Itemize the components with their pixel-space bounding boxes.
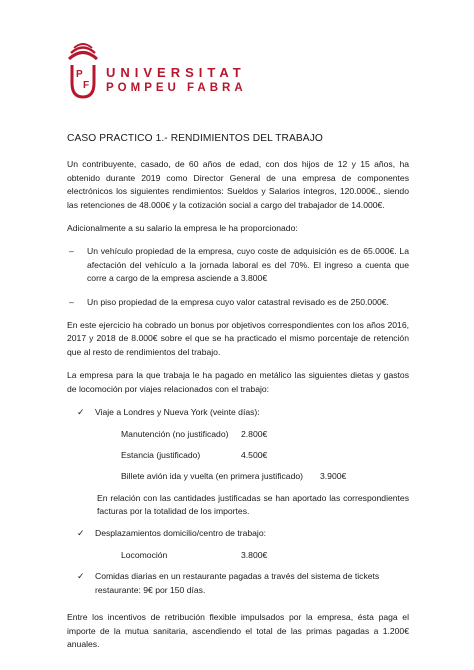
list-item [67,570,409,597]
expense-row [67,428,409,441]
upf-emblem-icon [66,43,100,103]
paragraph-additional: Adicionalmente a su salario la empresa le ha proporcionado: [67,223,298,234]
university-logo [66,43,366,103]
expense-row [67,470,409,483]
list-item-text: Desplazamientos domicilio/centro de trabajo: [95,528,267,539]
list-item-text: Un piso propiedad de la empresa cuyo valor catastral revisado es de 250.000€. [87,296,389,307]
svg-text:F: F [83,80,90,91]
expense-amount: 4.500€ [241,449,268,460]
meals-list [67,570,409,597]
paragraph-bonus: En este ejercicio ha cobrado un bonus por objetivos correspondientes con los años 2016, 2017 y 2018 de 8.000€ sobre el que se ha practicado el mismo porcentaje de retención que al resto de rendimientos del trabajo. [67,320,409,357]
expense-amount: 2.800€ [241,428,268,439]
expense-row [67,549,409,562]
logo-line-universitat: UNIVERSITAT [106,65,246,80]
document-body [67,132,409,661]
logo-line-pompeu-fabra: POMPEU FABRA [106,82,247,94]
paragraph-flexible-pay: Entre los incentivos de retribución flexible impulsados por la empresa, ésta paga el importe de la mutua sanitaria, ascendiendo el total de las primas pagadas a 1.200€ anuales. [67,612,409,649]
paragraph-intro: Un contribuyente, casado, de 60 años de edad, con dos hijos de 12 y 15 años, ha obtenido durante 2019 como Director General de una empresa de componentes electrónicos los siguientes rendimientos: Sueldos y Salarios íntegros, 120.000€., siendo las retenciones de 48.000€ y la cotización social a cargo del trabajador de 14.000€. [67,159,409,210]
expense-amount: 3.900€ [320,471,347,482]
expense-label: Estancia (justificado) [121,449,201,460]
svg-text:P: P [76,69,83,80]
expense-amount: 3.800€ [241,549,268,560]
commute-list [67,527,409,540]
expense-label: Manutención (no justificado) [121,428,229,439]
paragraph-invoices-note: En relación con las cantidades justificadas se han aportado las correspondientes facturas por la totalidad de los importes. [97,492,409,517]
checkmark-icon: ✓ [77,571,85,582]
paragraph-allowances: La empresa para la que trabaja le ha pagado en metálico las siguientes dietas y gastos de locomoción por viajes relacionados con el trabajo: [67,370,409,394]
allowances-list [67,406,409,419]
dash-icon: – [69,246,74,257]
benefits-list [67,245,409,309]
document-title: CASO PRACTICO 1.- RENDIMIENTOS DEL TRABAJO [67,133,323,144]
checkmark-icon: ✓ [77,407,85,418]
list-item [67,296,409,309]
list-item [67,406,409,419]
checkmark-icon: ✓ [77,528,85,539]
expense-label: Billete avión ida y vuelta (en primera justificado) [121,471,303,482]
list-item [67,527,409,540]
list-item-text: Un vehículo propiedad de la empresa, cuyo coste de adquisición es de 65.000€. La afectación del vehículo a la jornada laboral es del 70%. El ingreso a cuenta que corre a cargo de la empresa asciende a 3.800€ [87,246,409,284]
dash-icon: – [69,296,74,307]
expense-label: Locomoción [121,549,168,560]
list-item [67,245,409,285]
list-item-text: Comidas diarias en un restaurante pagadas a través del sistema de tickets restaurante: 9€ por 150 días. [95,571,380,595]
expense-row [67,449,409,462]
list-item-text: Viaje a Londres y Nueva York (veinte días): [95,407,260,418]
